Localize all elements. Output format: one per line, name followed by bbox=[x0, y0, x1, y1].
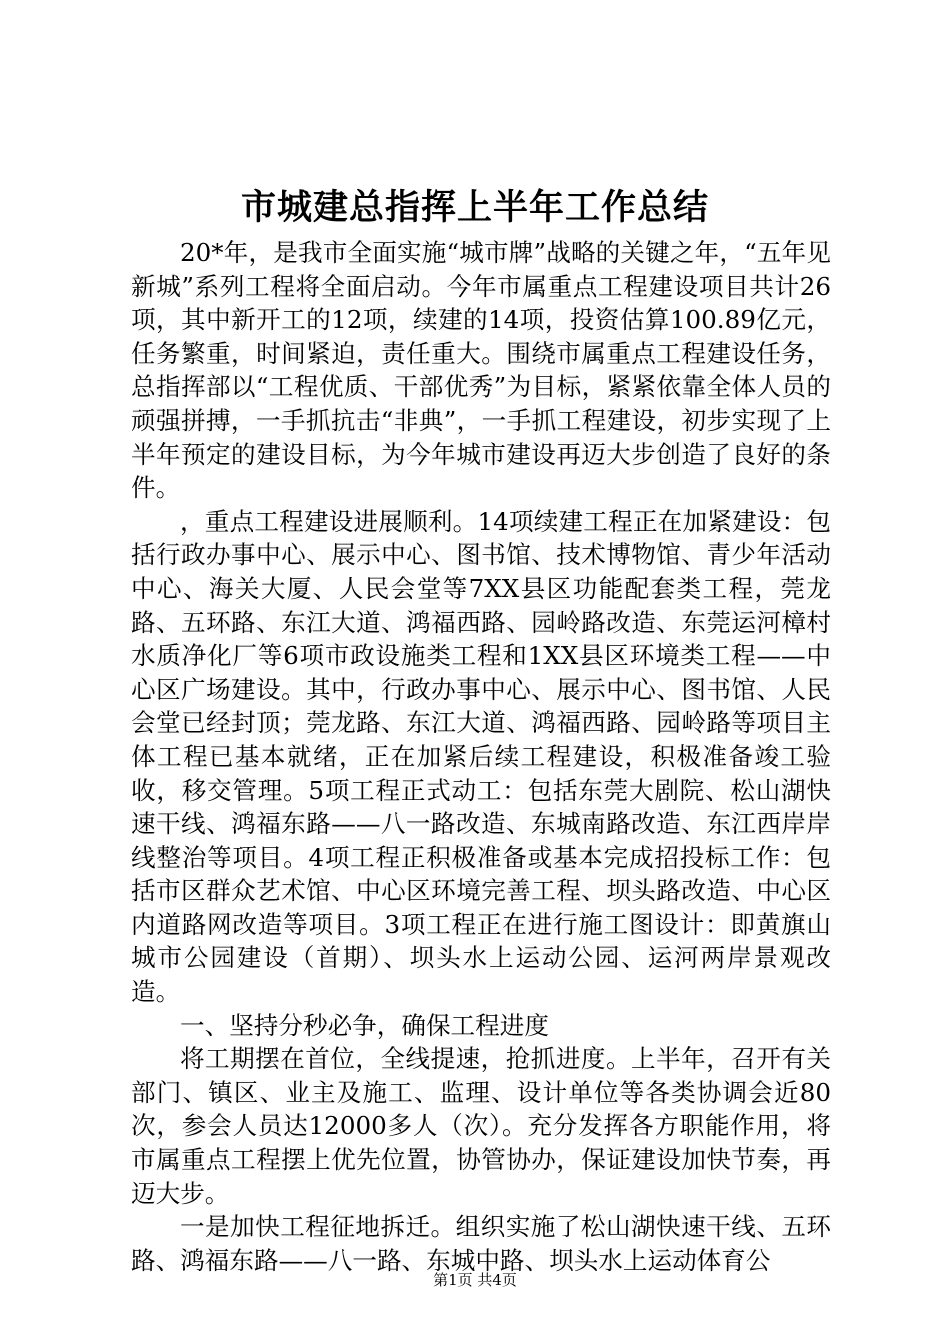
section-heading: 一、坚持分秒必争，确保工程进度 bbox=[180, 1010, 549, 1040]
paragraph-intro: 20*年，是我市全面实施“城市牌”战略的关键之年，“五年见新城”系列工程将全面启动。今年市属重点工程建设项目共计26项，其中新开工的12项，续建的14项，投资估算100.89亿元，任务繁重，时间紧迫，责任重大。围绕市属重点工程建设任务，总指挥部以“工程优质、干部优秀”为目标，紧紧依靠全体人员的顽强拼搏，一手抓抗击“非典”，一手抓工程建设，初步实现了上半年预定的建设目标，为今年城市建设再迈大步创造了良好的条件。 bbox=[131, 238, 831, 503]
paragraph-progress: ，重点工程建设进展顺利。14项续建工程正在加紧建设：包括行政办事中心、展示中心、图书馆、技术博物馆、青少年活动中心、海关大厦、人民会堂等7XX县区功能配套类工程，莞龙路、五环路、东江大道、鸿福西路、园岭路改造、东莞运河樟村水质净化厂等6项市政设施类工程和1XX县区环境类工程——中心区广场建设。其中，行政办事中心、展示中心、图书馆、人民会堂已经封顶；莞龙路、东江大道、鸿福西路、园岭路等项目主体工程已基本就绪，正在加紧后续工程建设，积极准备竣工验收，移交管理。5项工程正式动工：包括东莞大剧院、松山湖快速干线、鸿福东路——八一路改造、东城南路改造、东江西岸岸线整治等项目。4项工程正积极准备或基本完成招投标工作：包括市区群众艺术馆、中心区环境完善工程、坝头路改造、中心区内道路网改造等项目。3项工程正在进行施工图设计：即黄旗山城市公园建设（首期）、坝头水上运动公园、运河两岸景观改造。 bbox=[131, 506, 831, 1007]
document-title: 市城建总指挥上半年工作总结 bbox=[240, 187, 709, 228]
page-footer: 第1页 共4页 bbox=[433, 1271, 517, 1289]
paragraph-land-acquisition: 一是加快工程征地拆迁。组织实施了松山湖快速干线、五环路、鸿福东路——八一路、东城中路、坝头水上运动体育公 bbox=[131, 1212, 831, 1275]
document-body bbox=[131, 236, 831, 1277]
paragraph-schedule: 将工期摆在首位，全线提速，抢抓进度。上半年，召开有关部门、镇区、业主及施工、监理、设计单位等各类协调会近80次，参会人员达12000多人（次）。充分发挥各方职能作用，将市属重点工程摆上优先位置，协管协办，保证建设加快节奏，再迈大步。 bbox=[131, 1044, 831, 1208]
